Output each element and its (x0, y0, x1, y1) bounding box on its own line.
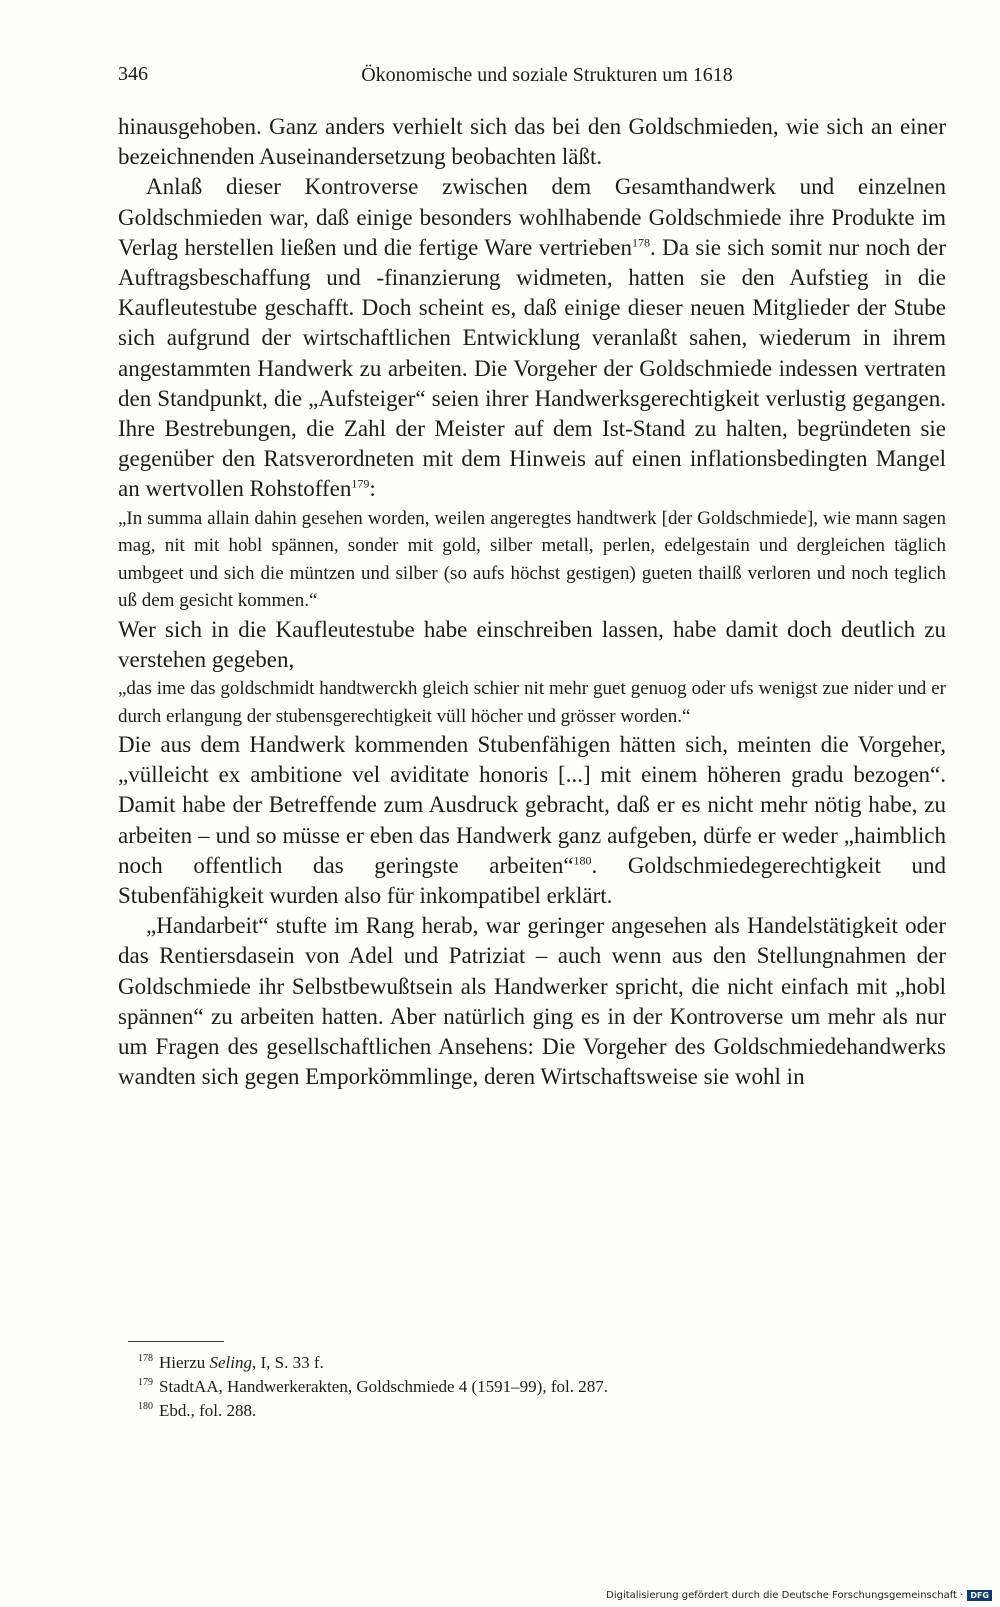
footnotes (118, 1341, 946, 1423)
footnote-ref-179[interactable]: 179 (351, 476, 370, 491)
dfg-logo: DFG (967, 1590, 992, 1601)
page-number: 346 (118, 63, 148, 85)
paragraph-2: Anlaß dieser Kontroverse zwischen dem Gesamthandwerk und einzelnen Goldschmieden war, daß einige besonders wohlhabende Goldschmiede ihre Produkte im Verlag herstellen ließen und die fertige Ware vertrieben$^{178}$. Da sie sich somit nur noch der Auftragsbeschaffung und -finanzierung widmeten, hatten sie den Aufstieg in die Kaufleutestube geschafft. Doch scheint es, daß einige dieser neuen Mitglieder der Stube sich aufgrund der wirtschaftlichen Entwicklung veranlaßt sahen, wiederum in ihrem angestammten Handwerk zu arbeiten. Die Vorgeher der Goldschmiede indessen vertraten den Standpunkt, die „Aufsteiger“ seien ihrer Handwerksgerechtigkeit verlustig gegangen. Ihre Bestrebungen, die Zahl der Meister auf dem Ist-Stand zu halten, begründeten sie gegenüber den Ratsverordneten mit dem Hinweis auf einen inflationsbedingten Mangel an wertvollen Rohstoffen$^{179}$: (118, 174, 946, 502)
paragraph-1: hinausgehoben. Ganz anders verhielt sich das bei den Goldschmieden, wie sich an einer bezeichnenden Auseinandersetzung beobachten läßt. (118, 114, 946, 170)
book-page (118, 58, 946, 1420)
footnote-179: $^{179}$ StadtAA, Handwerkerakten, Goldschmiede 4 (1591–99), fol. 287. (138, 1377, 608, 1396)
paragraph-4: Die aus dem Handwerk kommenden Stubenfähigen hätten sich, meinten die Vorgeher, „vülleicht ex ambitione vel aviditate honoris [...] mit einem höheren gradu bezogen“. Damit habe der Betreffende zum Ausdruck gebracht, daß er es nicht mehr nötig habe, zu arbeiten – und so müsse er eben das Handwerk ganz aufgeben, dürfe er weder „haimblich noch offentlich das geringste arbeiten“$^{180}$. Goldschmiedegerechtigkeit und Stubenfähigkeit wurden also für inkompatibel erklärt. (118, 732, 946, 909)
running-title: Ökonomische und soziale Strukturen um 1618 (361, 64, 733, 86)
footnote-divider (128, 1341, 224, 1342)
block-quote-2: „das ime das goldschmidt handtwerckh gleich schier nit mehr guet genuog oder ufs wenigst zue nider und er durch erlangung der stubensgerechtigkeit vüll höcher und grösser worden.“ (118, 678, 946, 727)
paragraph-5: „Handarbeit“ stufte im Rang herab, war geringer angesehen als Handelstätigkeit oder das Rentiersdasein von Adel und Patriziat – auch wenn aus den Stellungnahmen der Goldschmiede ihr Selbstbewußtsein als Handwerker spricht, die nicht einfach mit „hobl spännen“ zu arbeiten hatten. Aber natürlich ging es in der Kontroverse um mehr als nur um Fragen des gesellschaftlichen Ansehens: Die Vorgeher des Goldschmiedehandwerks wandten sich gegen Emporkömmlinge, deren Wirtschaftsweise sie wohl in (118, 913, 946, 1090)
footnote-ref-178[interactable]: 178 (631, 235, 650, 250)
main-text (118, 112, 946, 1092)
footnote-180: $^{180}$ Ebd., fol. 288. (138, 1401, 257, 1420)
paragraph-3: Wer sich in die Kaufleutestube habe einschreiben lassen, habe damit doch deutlich zu verstehen gegeben, (118, 616, 946, 672)
footnote-ref-180[interactable]: 180 (573, 853, 592, 868)
block-quote-1: „In summa allain dahin gesehen worden, weilen angeregtes handtwerk [der Goldschmiede], wie mann sagen mag, nit mit hobl spännen, sonder mit gold, silber metall, perlen, edelgestain und dergleichen täglich umbgeet und sich die müntzen und silber (so aufs höchst gestigen) gueten thailß verloren und noch teglich uß dem gesicht kommen.“ (118, 507, 946, 612)
page-header (118, 58, 946, 92)
digitization-credit: Digitalisierung gefördert durch die Deutsche Forschungsgemeinschaft · DFG (606, 1590, 992, 1601)
footnote-178: $^{178}$ Hierzu Seling, I, S. 33 f. (138, 1353, 324, 1372)
